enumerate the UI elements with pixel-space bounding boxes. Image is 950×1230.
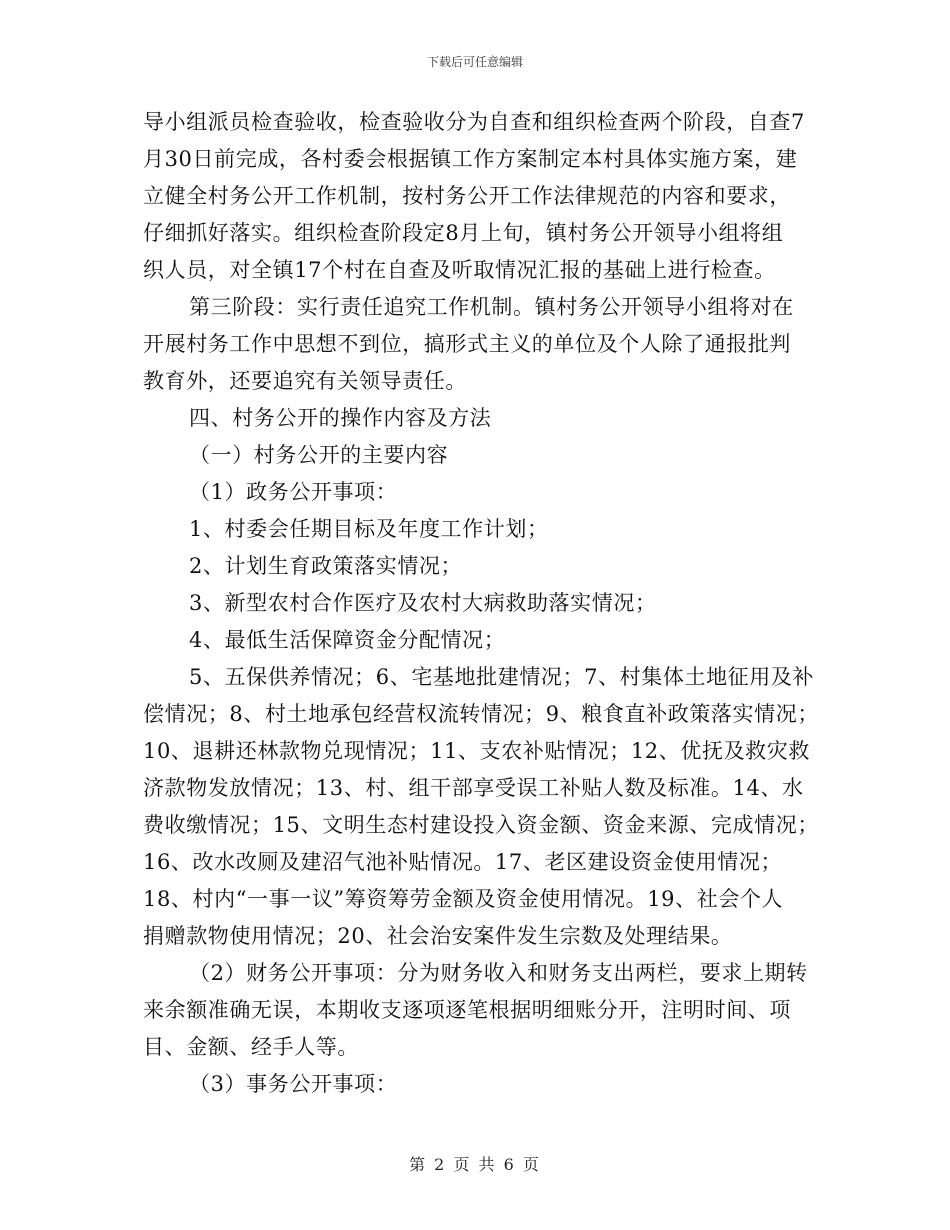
text-line: 织人员，对全镇17个村在自查及听取情况汇报的基础上进行检查。: [143, 258, 776, 282]
text-line: 教育外，还要追究有关领导责任。: [143, 369, 467, 393]
list-item: 1、村委会任期目标及年度工作计划；: [189, 517, 549, 541]
text-line: 费收缴情况；15、文明生态村建设投入资金额、资金来源、完成情况；: [143, 813, 819, 837]
paragraph-first-line: 第三阶段：实行责任追究工作机制。镇村务公开领导小组将对在: [189, 295, 794, 319]
paragraph-first-line: 5、五保供养情况；6、宅基地批建情况；7、村集体土地征用及补: [189, 665, 815, 689]
text-line: 10、退耕还林款物兑现情况；11、支农补贴情况；12、优抚及救灾救: [143, 739, 810, 763]
text-line: 仔细抓好落实。组织检查阶段定8月上旬，镇村务公开领导小组将组: [143, 221, 784, 245]
list-item: 3、新型农村合作医疗及农村大病救助落实情况；: [189, 591, 657, 615]
text-line: 立健全村务公开工作机制，按村务公开工作法律规范的内容和要求，: [143, 184, 791, 208]
text-line: 济款物发放情况；13、村、组干部享受误工补贴人数及标准。14、水: [143, 776, 804, 800]
page-header: 下载后可任意编辑: [426, 55, 523, 69]
text-line: 来余额准确无误，本期收支逐项逐笔根据明细账分开，注明时间、项: [143, 998, 791, 1022]
text-line: 目、金额、经手人等。: [143, 1035, 359, 1059]
item-heading: （1）政务公开事项：: [189, 480, 398, 504]
list-item: 2、计划生育政策落实情况；: [189, 554, 463, 578]
list-item: 4、最低生活保障资金分配情况；: [189, 628, 506, 652]
paragraph-first-line: （2）财务公开事项：分为财务收入和财务支出两栏，要求上期转: [189, 961, 808, 985]
text-line: 捐赠款物使用情况；20、社会治安案件发生宗数及处理结果。: [143, 924, 733, 948]
subsection-heading: （一）村务公开的主要内容: [189, 443, 449, 467]
text-line: 18、村内“一事一议”筹资筹劳金额及资金使用情况。19、社会个人: [143, 887, 784, 911]
section-heading: 四、村务公开的操作内容及方法: [189, 406, 492, 430]
document-body: [143, 104, 819, 1103]
text-line: 导小组派员检查验收，检查验收分为自查和组织检查两个阶段，自查7: [143, 110, 805, 134]
text-line: 开展村务工作中思想不到位，搞形式主义的单位及个人除了通报批判: [143, 332, 791, 356]
text-line: 16、改水改厕及建沼气池补贴情况。17、老区建设资金使用情况；: [143, 850, 783, 874]
text-line: 偿情况；8、村土地承包经营权流转情况；9、粮食直补政策落实情况；: [143, 702, 819, 726]
text-line: 月30日前完成，各村委会根据镇工作方案制定本村具体实施方案，建: [143, 147, 798, 171]
item-heading: （3）事务公开事项：: [189, 1072, 398, 1096]
page-number: 第 2 页 共 6 页: [409, 1155, 541, 1174]
